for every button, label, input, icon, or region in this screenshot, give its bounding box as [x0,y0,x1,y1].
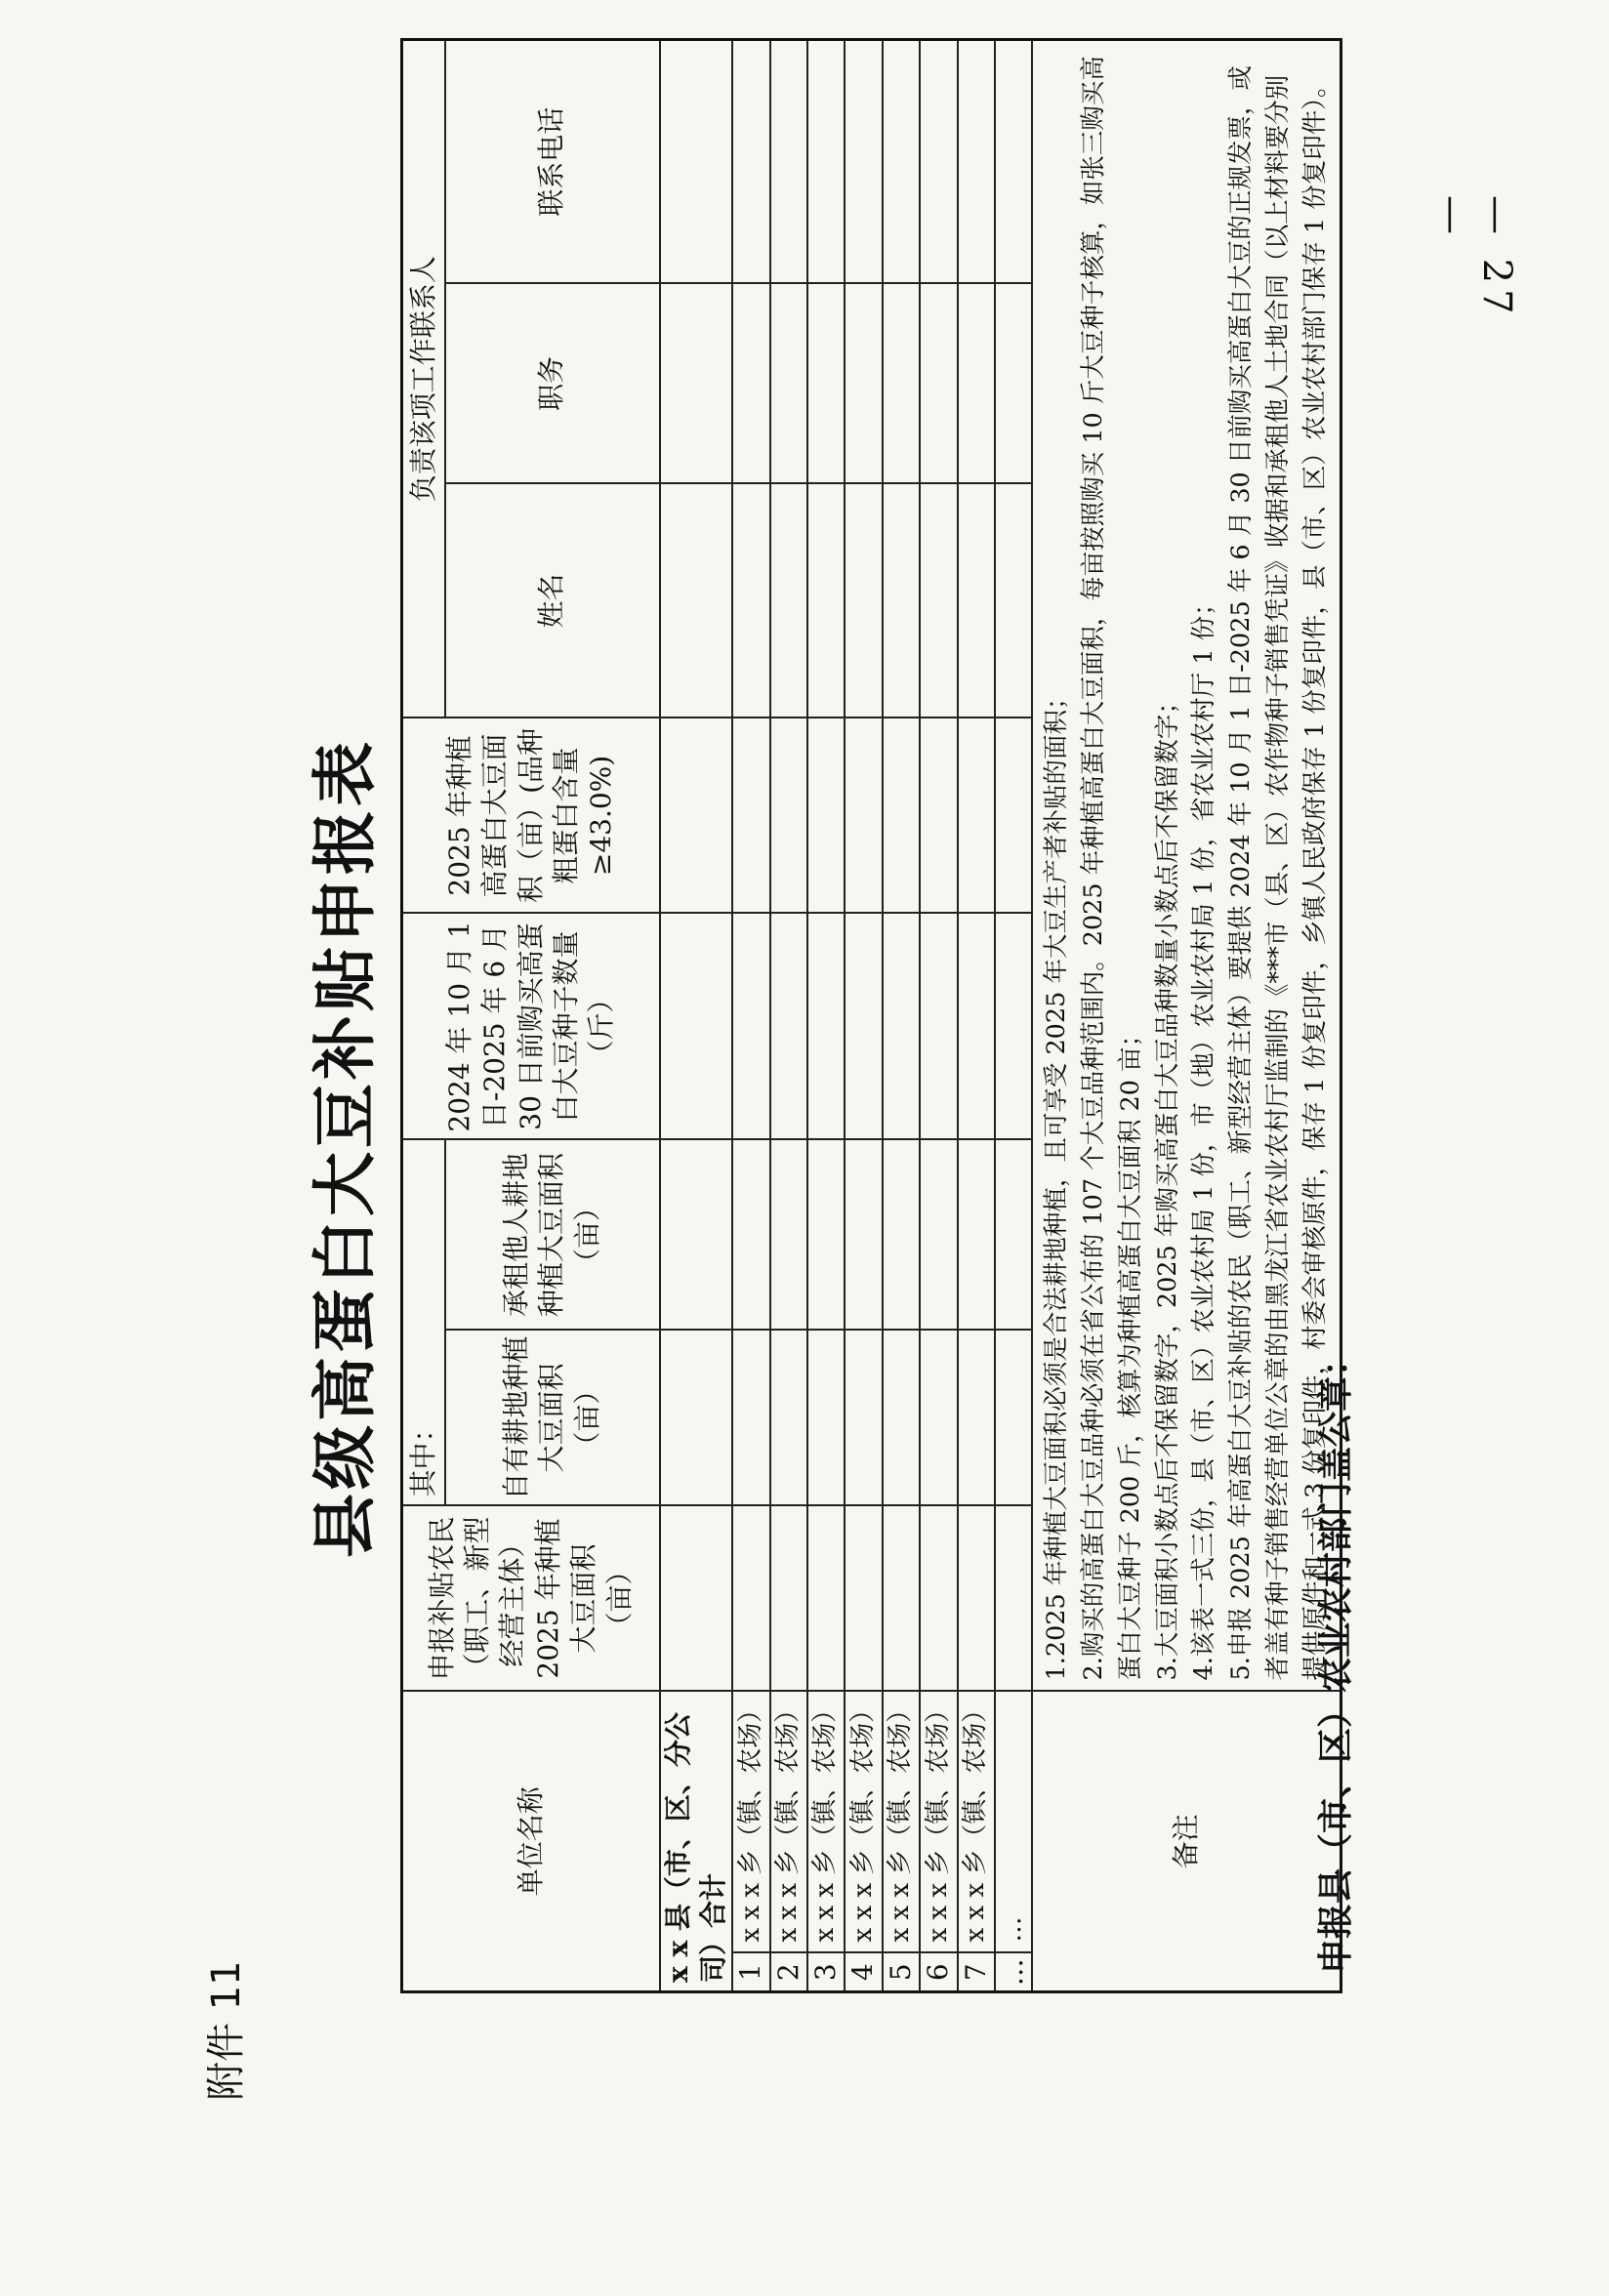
cell-empty[interactable] [920,1139,957,1330]
cell-empty[interactable] [958,1139,995,1330]
cell-empty[interactable] [845,718,882,913]
cell-empty[interactable] [845,1139,882,1330]
cell-empty[interactable] [883,1139,920,1330]
table-row [770,39,807,1991]
cell-empty[interactable] [770,913,807,1139]
header-rented-land: 承租他人耕地种植大豆面积（亩） [445,1139,660,1330]
cell-empty[interactable] [883,1505,920,1691]
cell-empty[interactable] [660,1330,733,1505]
remark-item: 2.购买的高蛋白大豆品种必须在省公布的 107 个大豆品种范围内。2025 年种植高蛋白大豆面积，每亩按照购买 10 斤大豆种子核算，如张三购买高蛋白大豆种子 200 斤，核算为种植高蛋白大豆面积 20 亩； [1079,56,1145,1681]
table-row [807,39,845,1991]
subsidy-declaration-table [400,38,1342,1993]
header-own-land: 自有耕地种植大豆面积（亩） [445,1330,660,1505]
cell-empty[interactable] [958,283,995,483]
cell-empty[interactable] [883,483,920,718]
row-number: 2 [770,1953,807,1992]
cell-empty[interactable] [958,1505,995,1691]
cell-empty[interactable] [883,39,920,283]
row-name: x x x 乡（镇、农场） [770,1691,807,1952]
cell-empty[interactable] [845,1330,882,1505]
header-contact-name: 姓名 [445,483,660,718]
cell-empty[interactable] [770,1505,807,1691]
row-number: 3 [807,1953,845,1992]
cell-empty[interactable] [732,1330,769,1505]
cell-empty[interactable] [845,39,882,283]
remark-item: 3.大豆面积小数点后不保留数字，2025 年购买高蛋白大豆品种数量小数点后不保留数字； [1152,689,1182,1681]
remarks-label: 备注 [1032,1691,1341,1991]
cell-empty[interactable] [883,1330,920,1505]
cell-empty[interactable] [995,1139,1032,1330]
cell-empty[interactable] [845,913,882,1139]
table-row [920,39,957,1991]
cell-empty[interactable] [920,1330,957,1505]
cell-empty[interactable] [807,913,845,1139]
remarks-row [1032,39,1341,1991]
row-name: x x x 乡（镇、农场） [958,1691,995,1952]
cell-empty[interactable] [995,913,1032,1139]
table-row [883,39,920,1991]
cell-empty[interactable] [732,913,769,1139]
cell-empty[interactable] [995,718,1032,913]
table-row [958,39,995,1991]
row-name: x x x 乡（镇、农场） [920,1691,957,1952]
footer-seal-line: 申报县（市、区）农业农村部门盖公章： [1316,1340,1356,1974]
cell-empty[interactable] [958,913,995,1139]
form-title: 县级高蛋白大豆补贴申报表 [307,738,383,1558]
cell-empty[interactable] [770,1139,807,1330]
header-declared-area: 申报补贴农民（职工、新型经营主体）2025 年种植大豆面积（亩） [402,1505,660,1691]
cell-empty[interactable] [920,283,957,483]
cell-empty[interactable] [807,1139,845,1330]
cell-empty[interactable] [660,718,733,913]
cell-empty[interactable] [660,913,733,1139]
cell-empty[interactable] [732,483,769,718]
remark-item: 4.该表一式三份，县（市、区）农业农村局 1 份，市（地）农业农村局 1 份，省农业农村厅 1 份； [1189,591,1219,1681]
cell-empty[interactable] [920,718,957,913]
cell-empty[interactable] [958,483,995,718]
cell-empty[interactable] [995,1330,1032,1505]
cell-empty[interactable] [660,1505,733,1691]
cell-empty[interactable] [920,39,957,283]
cell-empty[interactable] [732,283,769,483]
remarks-content [1032,39,1341,1691]
cell-empty[interactable] [995,39,1032,283]
row-number: … [995,1953,1032,1992]
cell-empty[interactable] [770,283,807,483]
cell-empty[interactable] [995,283,1032,483]
cell-empty[interactable] [807,718,845,913]
cell-empty[interactable] [770,1330,807,1505]
header-high-protein-area: 2025 年种植高蛋白大豆面积（亩）(品种粗蛋白含量≥43.0%) [402,718,660,913]
row-number: 1 [732,1953,769,1992]
row-name: x x 县（市、区、分公司）合计 [660,1691,733,1991]
table-row [732,39,769,1991]
cell-empty[interactable] [770,39,807,283]
cell-empty[interactable] [807,1505,845,1691]
cell-empty[interactable] [883,283,920,483]
row-name: x x x 乡（镇、农场） [883,1691,920,1952]
header-contact-group: 负责该项工作联系人 [402,39,445,718]
cell-empty[interactable] [660,39,733,283]
cell-empty[interactable] [807,1330,845,1505]
remark-item: 5.申报 2025 年高蛋白大豆补贴的农民（职工、新型经营主体）要提供 2024 年 10 月 1 日-2025 年 6 月 30 日前购买高蛋白大豆的正规发票，或者盖有种子销售经营单位公章的由黑龙江省农业农村厅监制的《***市（县、区）农作物种子销售凭证》收据和承租他人土地合同（以上材料要分别提供原件和一式 3 份复印件，村委会审核原件，保存 1 份复印件，乡镇人民政府保存 1 份复印件，县（市、区）农业农村部门保存 1 份复印件）。 [1226,65,1330,1681]
row-name: … [995,1691,1032,1952]
cell-empty[interactable] [660,283,733,483]
cell-empty[interactable] [920,1505,957,1691]
cell-empty[interactable] [732,39,769,283]
table-row-total [660,39,733,1991]
header-unit-name: 单位名称 [402,1691,660,1991]
cell-empty[interactable] [732,718,769,913]
cell-empty[interactable] [920,913,957,1139]
cell-empty[interactable] [995,483,1032,718]
cell-empty[interactable] [660,1139,733,1330]
cell-empty[interactable] [883,718,920,913]
row-name: x x x 乡（镇、农场） [732,1691,769,1952]
cell-empty[interactable] [883,913,920,1139]
header-among: 其中： [402,1139,445,1505]
cell-empty[interactable] [732,1505,769,1691]
remark-item: 1.2025 年种植大豆面积必须是合法耕地种植，且可享受 2025 年大豆生产者补贴的面积； [1042,684,1072,1681]
cell-empty[interactable] [958,39,995,283]
cell-empty[interactable] [660,483,733,718]
row-number: 4 [845,1953,882,1992]
cell-empty[interactable] [807,283,845,483]
cell-empty[interactable] [995,1505,1032,1691]
cell-empty[interactable] [770,718,807,913]
row-name: x x x 乡（镇、农场） [845,1691,882,1952]
cell-empty[interactable] [845,1505,882,1691]
cell-empty[interactable] [732,1139,769,1330]
row-number: 5 [883,1953,920,1992]
header-contact-phone: 联系电话 [445,39,660,283]
cell-empty[interactable] [845,283,882,483]
cell-empty[interactable] [958,718,995,913]
row-number: 7 [958,1953,995,1992]
page-number: — 27 — [1429,195,1519,320]
table-row [845,39,882,1991]
row-number: 6 [920,1953,957,1992]
header-contact-title: 职务 [445,283,660,483]
cell-empty[interactable] [807,39,845,283]
header-seed-quantity: 2024 年 10 月 1 日-2025 年 6 月 30 日前购买高蛋白大豆种子数量（斤） [402,913,660,1139]
cell-empty[interactable] [845,483,882,718]
cell-empty[interactable] [807,483,845,718]
cell-empty[interactable] [920,483,957,718]
table-row [995,39,1032,1991]
cell-empty[interactable] [770,483,807,718]
cell-empty[interactable] [958,1330,995,1505]
attachment-label: 附件 11 [204,1960,249,2101]
row-name: x x x 乡（镇、农场） [807,1691,845,1952]
